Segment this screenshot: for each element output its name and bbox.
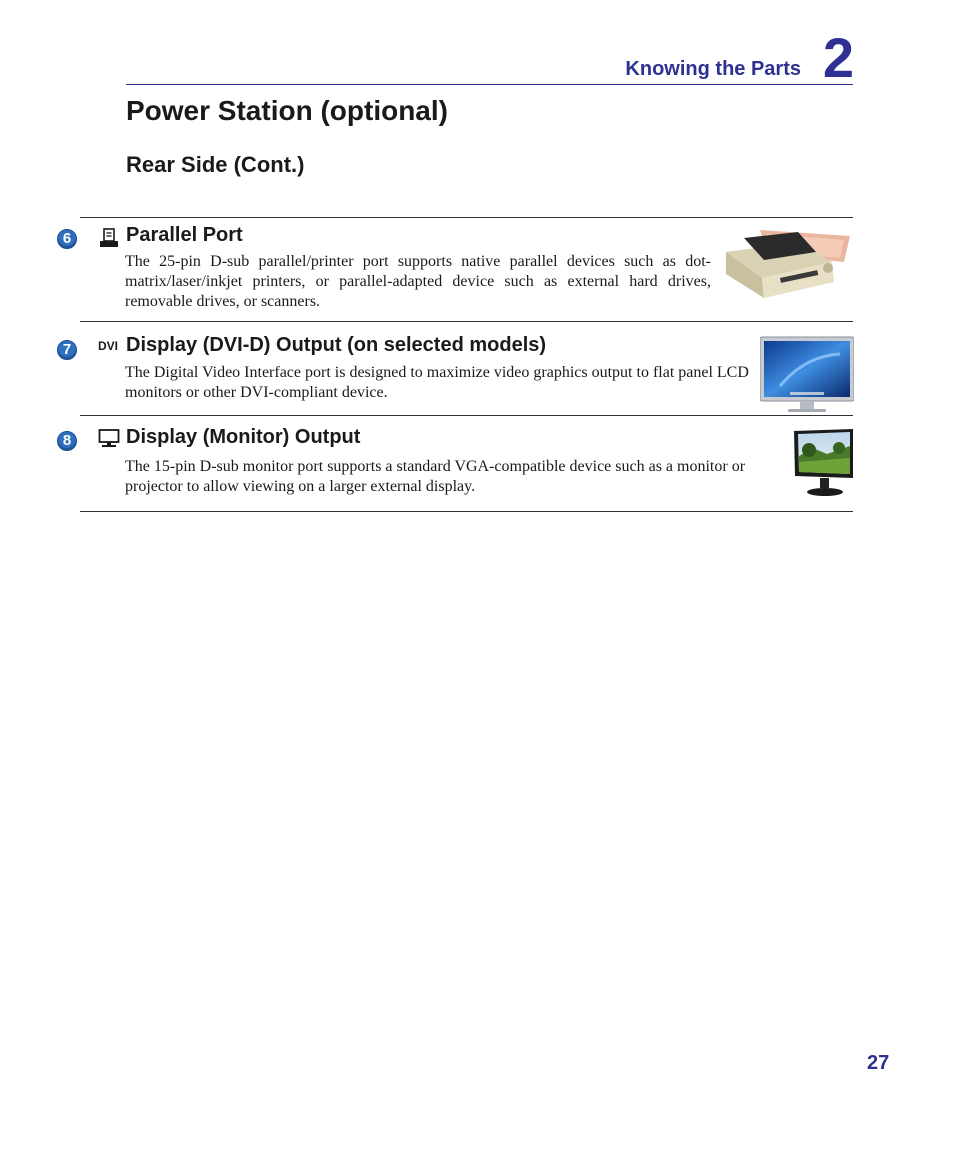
parallel-port-description: The 25-pin D-sub parallel/printer port supports native parallel devices such as dot-matrix/laser/inkjet printers, or parallel-adapted device such as external hard drives, removable drives, or scanners. — [125, 253, 711, 310]
dvi-output-description: The Digital Video Interface port is designed to maximize video graphics output to flat panel LCD monitors or other DVI-compliant device. — [125, 364, 749, 401]
chapter-number: 2 — [822, 26, 854, 89]
section-title: Rear Side (Cont.) — [126, 152, 305, 177]
widescreen-lcd-image — [760, 336, 854, 414]
dvi-icon-label: DVI — [97, 339, 118, 353]
lcd-monitor-image — [793, 428, 855, 498]
monitor-output-title: Display (Monitor) Output — [126, 426, 361, 448]
dvi-output-title: Display (DVI-D) Output (on selected models) — [126, 334, 547, 356]
dvi-icon — [95, 336, 121, 356]
item-divider — [80, 415, 853, 416]
printer-icon — [98, 228, 120, 248]
item-number-badge: 7 — [57, 340, 77, 360]
chapter-title: Knowing the Parts — [625, 58, 801, 80]
item-number-badge: 6 — [57, 229, 77, 249]
item-divider — [80, 321, 853, 322]
item-divider — [80, 217, 853, 218]
parallel-port-title: Parallel Port — [126, 224, 243, 246]
dot-matrix-printer-image — [720, 222, 854, 302]
item-divider — [80, 511, 853, 512]
page-title: Power Station (optional) — [126, 95, 448, 126]
item-number-badge: 8 — [57, 431, 77, 451]
monitor-icon — [98, 428, 120, 448]
monitor-output-description: The 15-pin D-sub monitor port supports a standard VGA-compatible device such as a monitor or projector to allow viewing on a larger external display. — [125, 458, 746, 495]
page-number: 27 — [867, 1052, 890, 1074]
header-divider — [126, 84, 853, 85]
